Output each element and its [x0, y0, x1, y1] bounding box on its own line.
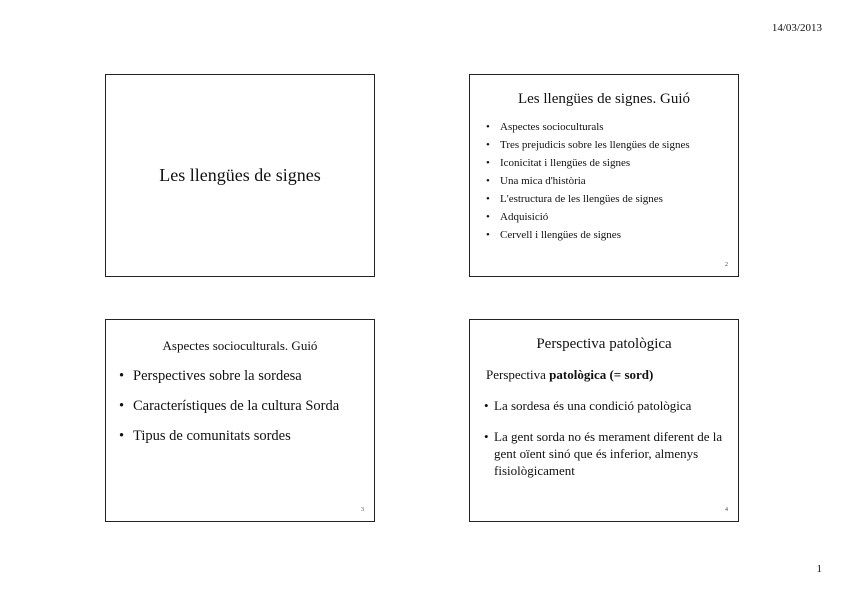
slide-number: 3	[361, 507, 364, 513]
bullet-item: • Una mica d'història	[486, 172, 738, 190]
slide-title: Les llengües de signes. Guió	[517, 91, 691, 107]
slide-title: Perspectiva patològica	[536, 336, 672, 352]
slide-thumbnail-3	[105, 319, 375, 522]
bullet-item: • Característiques de la cultura Sorda	[119, 398, 374, 415]
bullet-item: • Perspectives sobre la sordesa	[119, 368, 374, 385]
slide-thumbnail-2	[469, 74, 739, 277]
bullet-item: • Adquisició	[486, 208, 738, 226]
bullet-text: La gent sorda no és merament diferent de la gent oïent sinó que és inferior, almenys fisiològicament	[494, 429, 723, 478]
slide-subheading	[486, 367, 738, 383]
slide-number: 2	[725, 262, 728, 268]
bullet-item: • Tres prejudicis sobre les llengües de signes	[486, 136, 738, 154]
bullet-item: • Iconicitat i llengües de signes	[486, 154, 738, 172]
bullet-dot: •	[484, 398, 489, 413]
bullet-item	[484, 428, 728, 479]
bullet-item: • Cervell i llengües de signes	[486, 226, 738, 244]
bullet-list	[106, 368, 374, 445]
slide-number: 4	[725, 507, 728, 513]
bullet-item: • Aspectes socioculturals	[486, 118, 738, 136]
slide-title: Les llengües de signes	[159, 165, 321, 185]
slide-title: Aspectes socioculturals. Guió	[162, 338, 318, 353]
page-number: 1	[816, 563, 822, 575]
bullet-item: • L'estructura de les llengües de signes	[486, 190, 738, 208]
bullet-text: La sordesa és una condició patològica	[494, 398, 692, 413]
bullet-item	[484, 397, 728, 414]
bullet-list	[470, 397, 738, 479]
page-date: 14/03/2013	[771, 22, 822, 34]
bullet-dot: •	[484, 429, 489, 444]
slide-thumbnail-1	[105, 74, 375, 277]
bullet-list	[470, 118, 738, 244]
slide-thumbnail-4	[469, 319, 739, 522]
bullet-item: • Tipus de comunitats sordes	[119, 428, 374, 445]
subheading-prefix: Perspectiva	[486, 367, 550, 382]
subheading-bold: patològica (= sord)	[549, 367, 654, 382]
